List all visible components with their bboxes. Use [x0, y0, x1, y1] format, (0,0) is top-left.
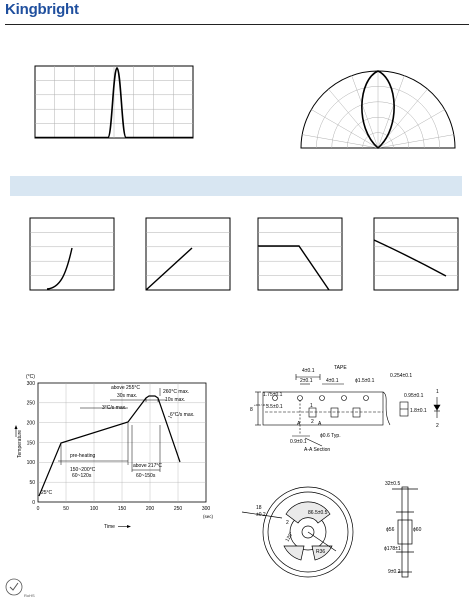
- dim-2: 2±0.1: [300, 378, 313, 384]
- dim-phi15: ϕ1.5±0.1: [355, 378, 375, 384]
- x-tick: 50: [63, 506, 69, 512]
- ann-30s: 30s max.: [117, 393, 138, 399]
- reel-dim-2: 2: [286, 520, 289, 526]
- ann-preheat: pre-heating: [70, 453, 96, 459]
- y-tick: 250: [26, 400, 35, 407]
- y-tick: 300: [26, 381, 35, 387]
- reel-dim-18-tol: ±0.2: [256, 512, 266, 518]
- dim-8: 8: [250, 407, 253, 413]
- symbol-pin-2: 2: [436, 423, 439, 429]
- dim-4b: 4±0.1: [326, 378, 339, 384]
- dim-phi06: ϕ0.6 Typ.: [320, 433, 341, 439]
- section-label: A-A Section: [304, 447, 331, 453]
- dim-18: 1.8±0.1: [410, 408, 427, 414]
- ann-10s: 10s max.: [165, 397, 186, 403]
- reel-dim-18: 18: [256, 505, 262, 511]
- reel-dim-r36: R36: [316, 549, 326, 555]
- x-tick: 200: [145, 506, 155, 512]
- rohs-icon: [6, 579, 22, 595]
- section-band: [10, 176, 462, 196]
- brand-logo: Kingbright: [5, 1, 79, 18]
- section-a-left: A: [297, 421, 301, 427]
- reel-dim-178: ϕ178±1: [384, 546, 401, 552]
- ann-25c: 25°C: [41, 490, 53, 496]
- pin-1: 1: [310, 403, 313, 409]
- spectrum-chart: [35, 66, 193, 138]
- x-tick: 150: [117, 506, 127, 512]
- ann-above217: above 217°C: [133, 463, 162, 469]
- dim-09: 0.9±0.1: [290, 439, 307, 445]
- luminous-intensity-chart: [146, 218, 230, 290]
- reel-dim-120: 120°: [284, 531, 295, 543]
- y-tick: 200: [26, 420, 35, 427]
- derating-line: [258, 246, 329, 290]
- y-axis-label: Temperature: [17, 429, 23, 458]
- dim-35: 3.5±0.1: [266, 404, 283, 410]
- tape-title: TAPE: [334, 365, 347, 371]
- dim-175: 1.75±0.1: [263, 392, 283, 398]
- rohs-label: RoHS: [24, 593, 35, 598]
- y-tick: 0: [32, 500, 35, 506]
- ann-above255: above 255°C: [111, 385, 140, 391]
- temp-curve: [374, 240, 446, 276]
- y-tick: 100: [26, 460, 35, 466]
- ann-60120: 60~120s: [72, 473, 92, 479]
- rohs-mark: [6, 579, 35, 598]
- reel-dim-865: 86.5±0.5: [308, 510, 328, 516]
- tape-labels: [250, 365, 439, 453]
- ann-150200: 150~200°C: [70, 467, 96, 473]
- reel-dim-60: ϕ60: [413, 527, 422, 533]
- pin-2: 2: [311, 419, 314, 425]
- derating-chart: [258, 218, 342, 290]
- reel-side: [402, 487, 408, 577]
- ann-6c: 6°C/s max.: [170, 412, 195, 418]
- x-axis-label: Time: [104, 524, 115, 530]
- spectrum-grid: [35, 66, 193, 138]
- reflow-curve: [39, 396, 180, 496]
- section-a-right: A: [318, 421, 322, 427]
- intensity-line: [146, 248, 192, 290]
- radiation-pattern-chart: [301, 71, 455, 148]
- x-tick: 100: [89, 506, 99, 512]
- tape-break: [383, 392, 390, 425]
- temperature-chart: [374, 218, 458, 290]
- x-tick: 300: [201, 506, 211, 512]
- ann-3c: 3°C/s max.: [102, 405, 127, 411]
- y-unit: (°C): [26, 374, 35, 380]
- reel-dim-32: 32±0.5: [385, 481, 401, 487]
- y-tick: 50: [29, 480, 35, 486]
- polar-grid: [302, 71, 454, 148]
- reflow-profile-chart: [15, 374, 214, 530]
- dim-4: 4±0.1: [302, 368, 315, 374]
- iv-curve: [47, 248, 72, 289]
- forward-current-chart: [30, 218, 114, 290]
- x-tick: 250: [173, 506, 183, 512]
- ann-60150: 60~150s: [136, 473, 156, 479]
- dim-095: 0.95±0.1: [404, 393, 424, 399]
- reel-dim-9: 9±0.2: [388, 569, 401, 575]
- reel-dim-56: ϕ56: [386, 527, 395, 533]
- dim-0254: 0.254±0.1: [390, 373, 413, 379]
- x-tick: 0: [36, 506, 40, 512]
- y-tick: 150: [26, 440, 35, 447]
- x-unit: (sec): [203, 514, 213, 519]
- symbol-pin-1: 1: [436, 389, 439, 395]
- dim-8-tol: +0.3 / -0.1: [254, 403, 268, 407]
- ann-260: 260°C max.: [163, 389, 190, 395]
